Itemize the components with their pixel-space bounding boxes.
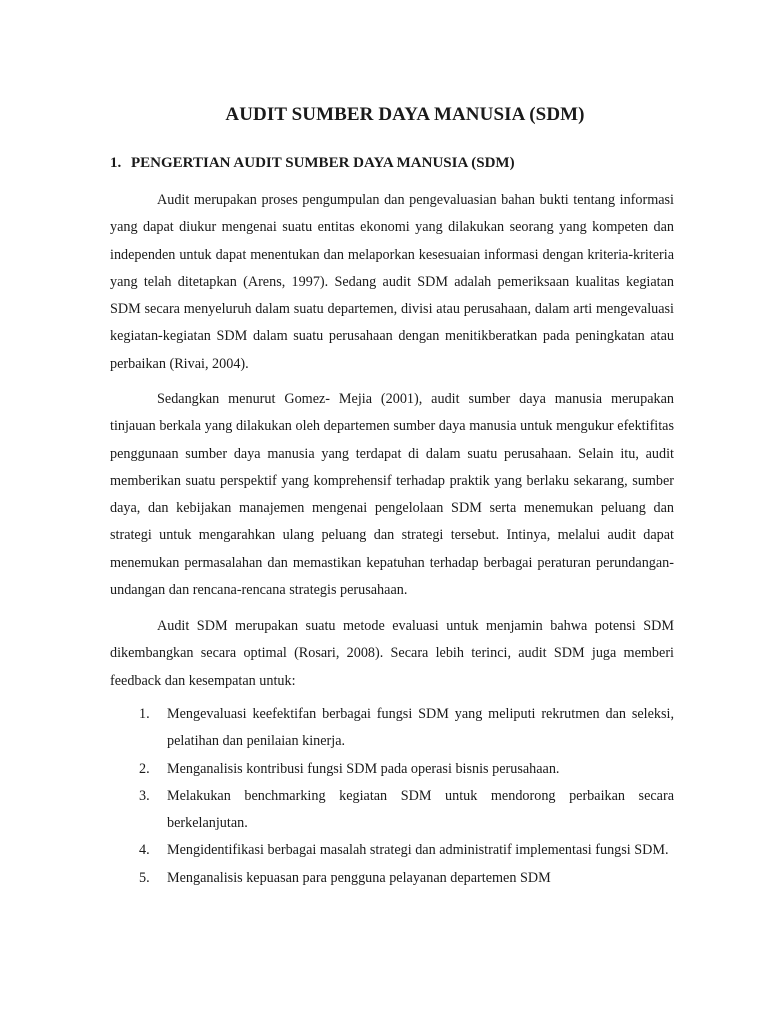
list-item-text: Menganalisis kepuasan para pengguna pelayanan departemen SDM <box>167 869 551 886</box>
list-item-text: Melakukan benchmarking kegiatan SDM untuk mendorong perbaikan secara berkelanjutan. <box>167 787 674 832</box>
list-item-text: Mengevaluasi keefektifan berbagai fungsi SDM yang meliputi rekrutmen dan seleksi, pelatihan dan penilaian kinerja. <box>167 706 674 750</box>
list-item-number: 2. <box>139 760 150 777</box>
section-number: 1. <box>110 155 122 171</box>
list-item <box>110 837 674 864</box>
list-item-text: Mengidentifikasi berbagai masalah strategi dan administratif implementasi fungsi SDM. <box>167 842 669 859</box>
list-item <box>110 701 674 756</box>
list-item-text: Menganalisis kontribusi fungsi SDM pada operasi bisnis perusahaan. <box>167 760 560 777</box>
list-item-number: 4. <box>139 842 150 859</box>
paragraph-gomez-mejia: Sedangkan menurut Gomez- Mejia (2001), audit sumber daya manusia merupakan tinjauan berkala yang dilakukan oleh departemen sumber daya manusia untuk mengukur efektifitas penggunaan sumber daya manusia yang terdapat di dalam suatu perusahaan. Selain itu, audit memberikan suatu perspektif yang komprehensif terhadap praktik yang berlaku sekarang, sumber daya, dan kebijakan manajemen mengenai pengelolaan SDM serta menemukan peluang dan strategi untuk mengarahkan ulang peluang dan strategi tersebut. Intinya, melalui audit dapat menemukan permasalahan dan memastikan kepatuhan terhadap berbagai peraturan perundangan-undangan dan rencana-rencana strategis perusahaan. <box>110 391 674 599</box>
numbered-list <box>110 701 674 892</box>
list-item-number: 1. <box>139 706 150 722</box>
list-item <box>110 756 674 783</box>
section-heading-text: PENGERTIAN AUDIT SUMBER DAYA MANUSIA (SDM) <box>131 155 515 171</box>
list-item <box>110 783 674 838</box>
document-title: AUDIT SUMBER DAYA MANUSIA (SDM) <box>225 104 585 125</box>
list-item <box>110 865 674 892</box>
list-item-number: 3. <box>139 787 150 804</box>
list-item-number: 5. <box>139 869 150 886</box>
section-heading <box>110 155 515 172</box>
paragraph-audit-definition: Audit merupakan proses pengumpulan dan pengevaluasian bahan bukti tentang informasi yang dapat diukur mengenai suatu entitas ekonomi yang dilakukan seorang yang kompeten dan independen untuk dapat menentukan dan melaporkan kesesuaian informasi dengan kriteria-kriteria yang telah ditetapkan (Arens, 1997). Sedang audit SDM adalah pemeriksaan kualitas kegiatan SDM secara menyeluruh dalam suatu departemen, divisi atau perusahaan, dalam arti mengevaluasi kegiatan-kegiatan SDM dalam suatu perusahaan dengan menitikberatkan pada peningkatan atau perbaikan (Rivai, 2004). <box>110 192 674 372</box>
paragraph-audit-sdm-method: Audit SDM merupakan suatu metode evaluasi untuk menjamin bahwa potensi SDM dikembangkan secara optimal (Rosari, 2008). Secara lebih terinci, audit SDM juga memberi feedback dan kesempatan untuk: <box>110 618 674 689</box>
